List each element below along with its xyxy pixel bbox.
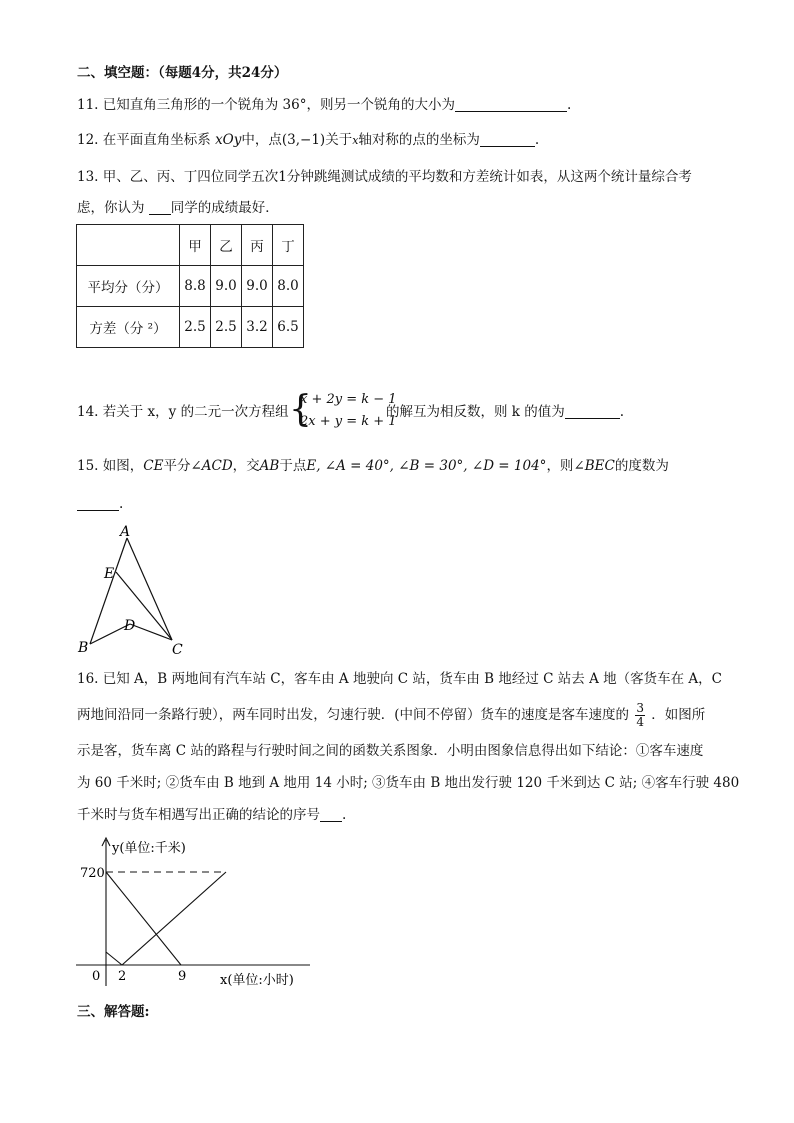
question-14-pre: 14. 若关于 x，y 的二元一次方程组 (77, 404, 289, 420)
label-b: B (78, 640, 89, 656)
fraction-numerator: 3 (636, 701, 644, 715)
question-15-ab: AB (259, 458, 280, 474)
question-15-t5: 的度数为 (614, 458, 669, 474)
label-e: E (104, 566, 115, 582)
question-15-conditions: E, ∠A = 40°, ∠B = 30°, ∠D = 104° (306, 458, 547, 474)
question-12-point: (3,−1) (281, 132, 326, 148)
question-15-t4: ，则 (546, 458, 574, 474)
answer-blank-12[interactable] (480, 132, 535, 147)
question-15 (77, 456, 669, 476)
truck-line-to-a (122, 872, 226, 965)
question-13-line2-post: 同学的成绩最好． (170, 200, 279, 216)
question-16-line2-pre: 两地间沿同一条路行驶），两车同时出发，匀速行驶．(中间不停留）货车的速度是客车速度的 (77, 707, 630, 723)
question-11 (77, 95, 571, 115)
question-14-end: . (619, 404, 625, 420)
section-heading-solve: 三、解答题: (77, 1004, 150, 1020)
table-cell: 9.0 (242, 266, 273, 307)
question-15-t3: 于点 (279, 458, 307, 474)
answer-blank-13[interactable] (149, 200, 171, 215)
question-16-line2-post: ．如图所 (651, 707, 706, 723)
question-15-pre: 15. 如图， (77, 458, 144, 474)
question-15-t1: 平分 (163, 458, 191, 474)
table-header-cell: 甲 (180, 225, 211, 266)
question-11-end: . (566, 97, 572, 113)
answer-blank-11[interactable] (455, 97, 567, 112)
table-header-cell: 乙 (211, 225, 242, 266)
x-axis-label: x(单位:小时) (220, 973, 294, 988)
bus-line (106, 872, 181, 965)
question-12-end: . (534, 132, 540, 148)
answer-blank-15[interactable] (77, 496, 119, 511)
question-14-post (386, 402, 624, 422)
question-15-t2: ，交 (232, 458, 260, 474)
section-heading-fill-in: 二、填空题：（每题4分，共24分） (77, 65, 288, 81)
question-16-end: . (342, 807, 347, 823)
label-c: C (172, 642, 183, 658)
question-12-pre: 12. 在平面直角坐标系 (77, 132, 211, 148)
label-a: A (120, 524, 131, 540)
question-16-line5-text: 千米时与货车相遇写出正确的结论的序号 (77, 807, 320, 823)
equation-2: 2x + y = k + 1 (300, 414, 397, 429)
truck-line-to-station (106, 952, 122, 965)
table-cell: 8.8 (180, 266, 211, 307)
question-12-coord: xOy (215, 132, 242, 148)
question-15-end: . (119, 496, 124, 512)
question-12-mid: 中，点 (241, 132, 282, 148)
question-11-text: 11. 已知直角三角形的一个锐角为 36°，则另一个锐角的大小为 (77, 97, 455, 113)
table-cell: 2.5 (180, 307, 211, 348)
question-15-angle-acd: ∠ACD (190, 458, 233, 474)
question-15-ce: CE (143, 458, 164, 474)
y-axis-label: y(单位:千米) (112, 841, 186, 856)
table-cell: 方差（分 ²） (77, 307, 180, 348)
x-tick-9: 9 (178, 969, 187, 984)
question-12-mid2: 关于 (325, 132, 353, 148)
x-tick-2: 2 (118, 969, 127, 984)
label-d: D (124, 618, 136, 634)
table-header-cell: 丙 (242, 225, 273, 266)
table-header-row (77, 225, 304, 266)
y-tick-720: 720 (80, 866, 105, 881)
question-13-line2-pre: 虑，你认为 (77, 200, 149, 216)
equation-1: x + 2y = k − 1 (300, 392, 397, 407)
table-row (77, 266, 304, 307)
question-16-line4: 为 60 千米时; ②货车由 B 地到 A 地用 14 小时; ③货车由 B 地出发行驶 120 千米到达 C 站; ④客车行驶 480 (77, 775, 740, 791)
table-row (77, 307, 304, 348)
question-16-line1: 16. 已知 A，B 两地间有汽车站 C，客车由 A 地驶向 C 站，货车由 B 地经过 C 站去 A 地（客货车在 A，C (77, 671, 722, 687)
equation-brace: { (289, 389, 312, 430)
table-cell: 3.2 (242, 307, 273, 348)
table-cell: 6.5 (273, 307, 304, 348)
question-16-line5 (77, 805, 346, 825)
table-header-cell: 丁 (273, 225, 304, 266)
answer-blank-16[interactable] (320, 807, 342, 822)
table-cell: 8.0 (273, 266, 304, 307)
triangle-figure (70, 520, 190, 660)
function-graph (70, 832, 330, 992)
question-13-line1: 13. 甲、乙、丙、丁四位同学五次1分钟跳绳测试成绩的平均数和方差统计如表，从这两个统计量综合考 (77, 169, 692, 185)
question-12-post: 轴对称的点的坐标为 (358, 132, 480, 148)
question-12 (77, 130, 539, 151)
question-14-post-text: 的解互为相反数，则 k 的值为 (386, 404, 565, 420)
question-15-answer-line (77, 494, 123, 514)
table-header-cell (77, 225, 180, 266)
table-cell: 平均分（分） (77, 266, 180, 307)
table-cell: 9.0 (211, 266, 242, 307)
question-16-line3: 示是客，货车离 C 站的路程与行驶时间之间的函数关系图象．小明由图象信息得出如下结论：①客车速度 (77, 743, 704, 759)
table-cell: 2.5 (211, 307, 242, 348)
score-table (76, 224, 304, 348)
question-13-line2 (77, 198, 279, 218)
speed-ratio-fraction (635, 702, 645, 729)
answer-blank-14[interactable] (565, 404, 620, 419)
question-16-line2 (77, 702, 705, 729)
fraction-denominator: 4 (636, 715, 644, 729)
origin-label: 0 (92, 969, 101, 984)
question-12-axis: x (352, 134, 359, 147)
question-15-angle-bec: ∠BEC (573, 458, 615, 474)
